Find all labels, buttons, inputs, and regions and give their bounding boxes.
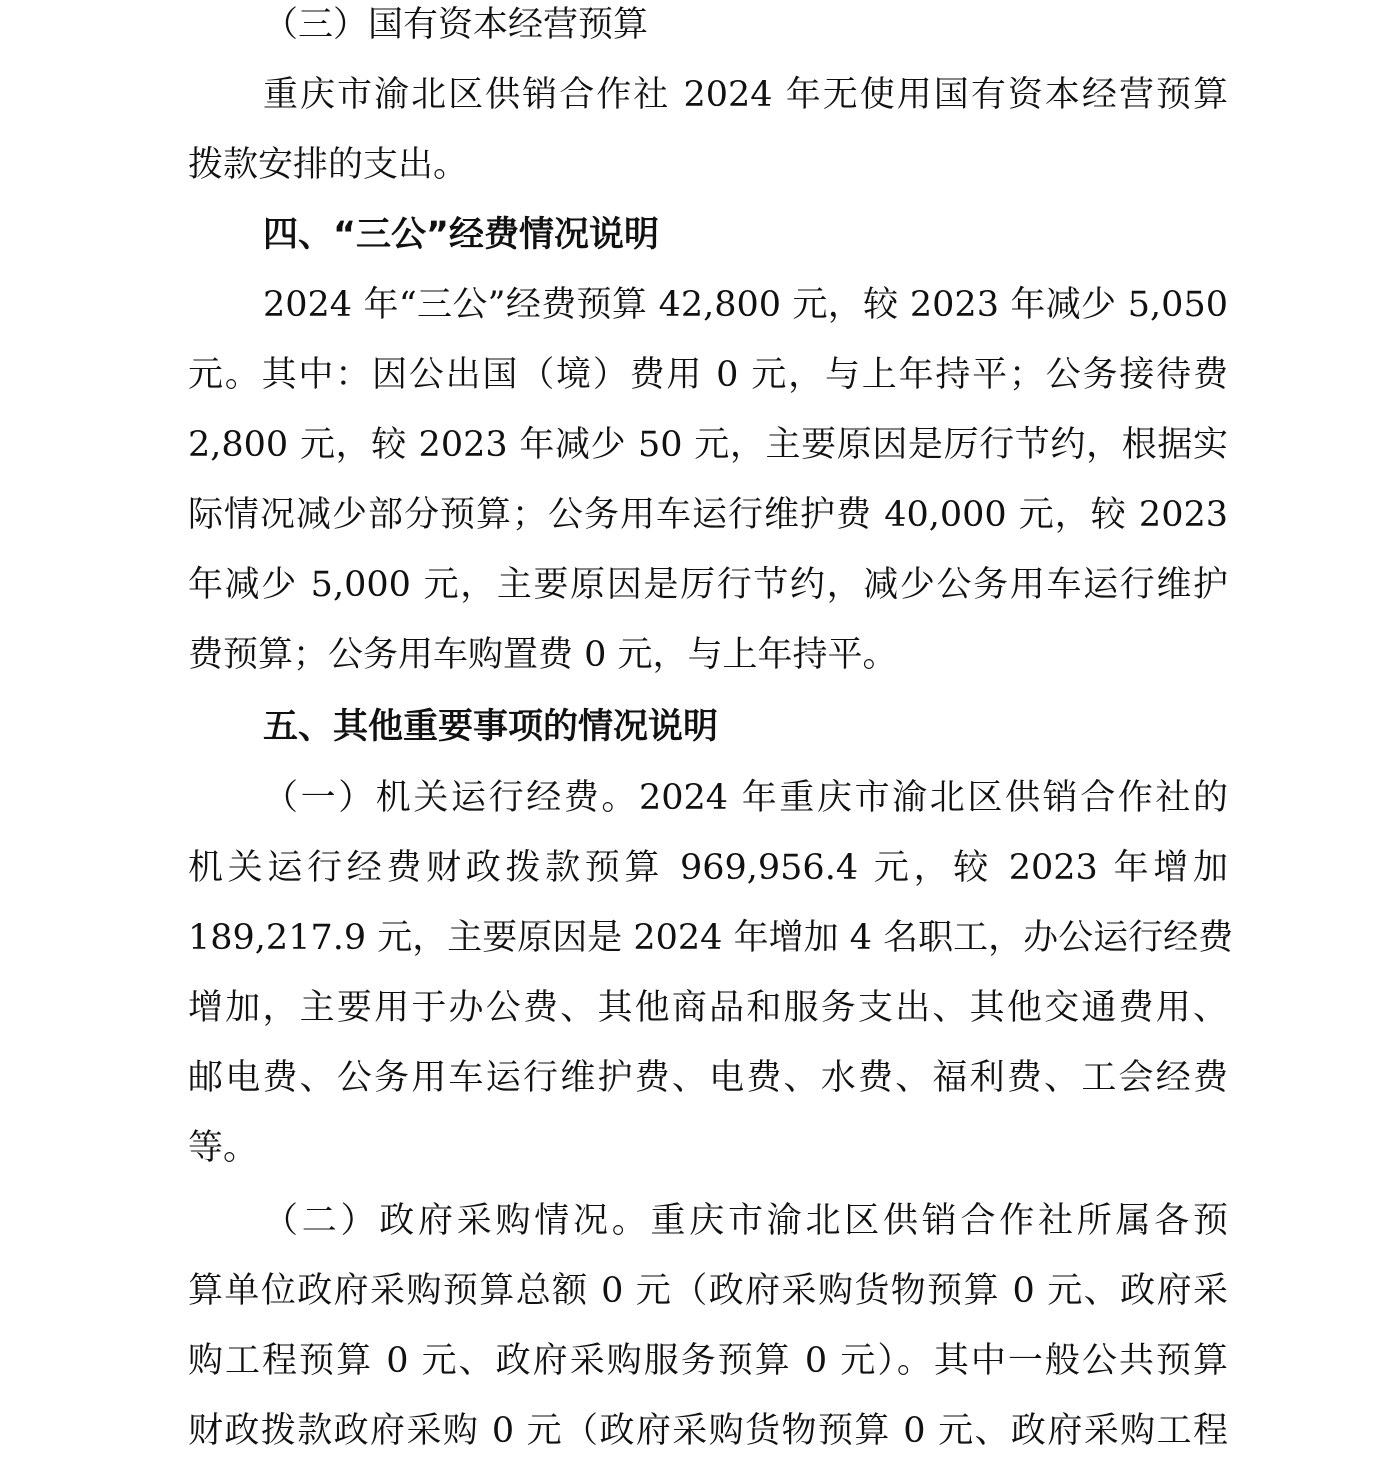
- paragraph-line: 费预算；公务用车购置费 0 元，与上年持平。: [188, 635, 898, 675]
- paragraph-line: 元。其中：因公出国（境）费用 0 元，与上年持平；公务接待费: [188, 355, 1228, 395]
- paragraph-line: （一）机关运行经费。2024 年重庆市渝北区供销合作社的: [263, 778, 1228, 818]
- paragraph-line: 际情况减少部分预算；公务用车运行维护费 40,000 元，较 2023: [188, 495, 1228, 535]
- paragraph-line: 2,800 元，较 2023 年减少 50 元，主要原因是厉行节约，根据实: [188, 425, 1228, 465]
- paragraph-line: 189,217.9 元，主要原因是 2024 年增加 4 名职工，办公运行经费: [188, 918, 1234, 958]
- paragraph-line: 算单位政府采购预算总额 0 元（政府采购货物预算 0 元、政府采: [188, 1271, 1228, 1311]
- paragraph-line: 机关运行经费财政拨款预算 969,956.4 元，较 2023 年增加: [188, 848, 1228, 888]
- paragraph-line: 年减少 5,000 元，主要原因是厉行节约，减少公务用车运行维护: [188, 565, 1228, 605]
- section-heading-three-public: 四、“三公”经费情况说明: [263, 215, 660, 255]
- paragraph-line: 拨款安排的支出。: [188, 145, 469, 185]
- paragraph-line: （二）政府采购情况。重庆市渝北区供销合作社所属各预: [263, 1201, 1228, 1241]
- section-heading-other-matters: 五、其他重要事项的情况说明: [263, 707, 719, 747]
- paragraph-line: 2024 年“三公”经费预算 42,800 元，较 2023 年减少 5,050: [263, 285, 1228, 325]
- paragraph-line: 购工程预算 0 元、政府采购服务预算 0 元）。其中一般公共预算: [188, 1341, 1228, 1381]
- paragraph-line: 邮电费、公务用车运行维护费、电费、水费、福利费、工会经费: [188, 1058, 1228, 1098]
- paragraph-line: 财政拨款政府采购 0 元（政府采购货物预算 0 元、政府采购工程: [188, 1411, 1228, 1451]
- paragraph-line: 重庆市渝北区供销合作社 2024 年无使用国有资本经营预算: [263, 75, 1228, 115]
- subsection-heading-state-capital: （三）国有资本经营预算: [263, 5, 649, 45]
- paragraph-line: 增加，主要用于办公费、其他商品和服务支出、其他交通费用、: [188, 988, 1228, 1028]
- paragraph-line: 等。: [188, 1128, 259, 1168]
